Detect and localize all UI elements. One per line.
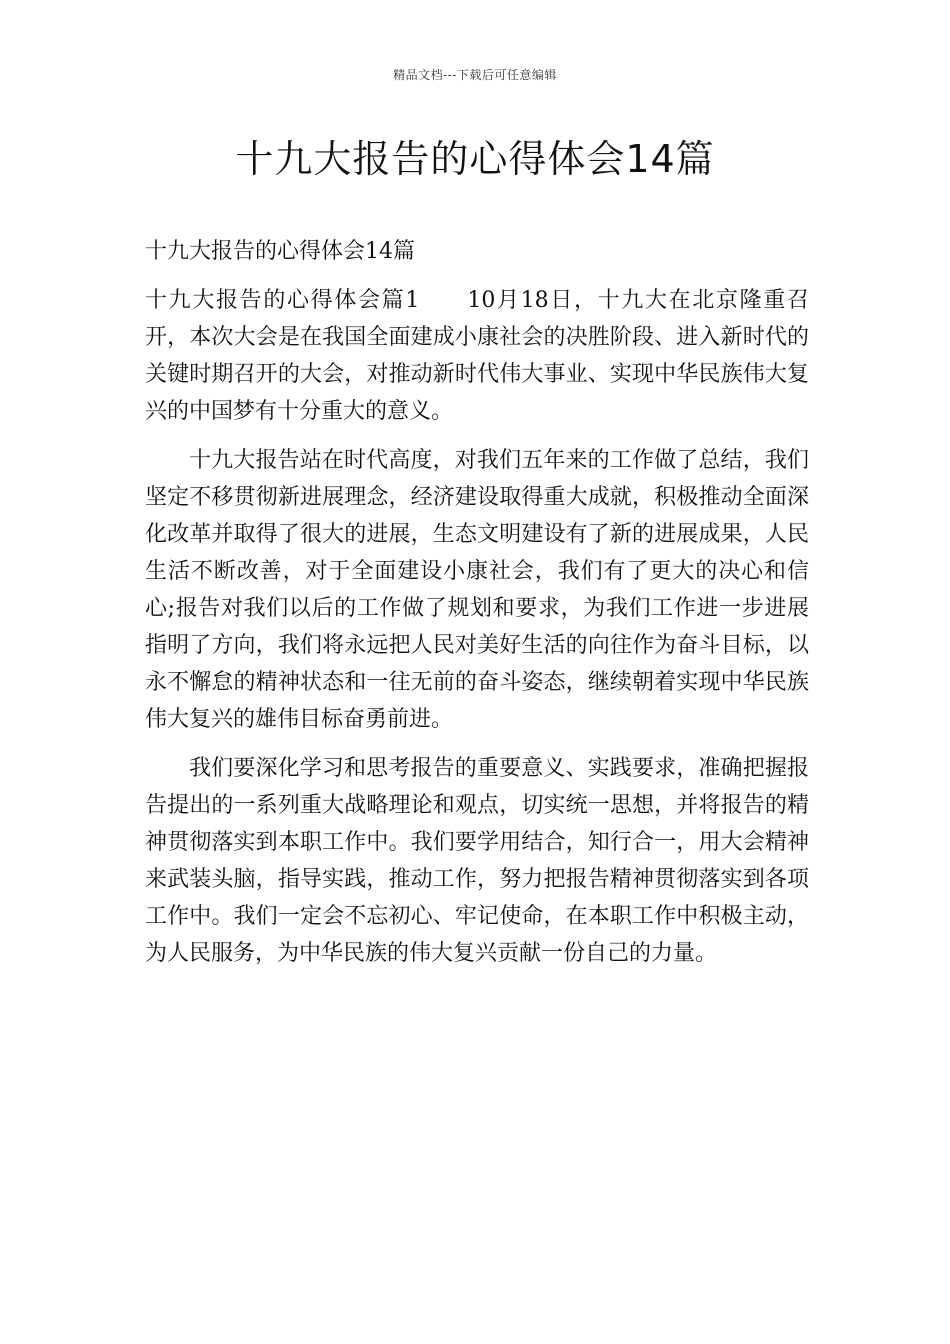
- paragraph-2: 十九大报告站在时代高度，对我们五年来的工作做了总结，我们坚定不移贯彻新进展理念，经济建设取得重大成就，积极推动全面深化改革并取得了很大的进展，生态文明建设有了新的进展成果，人民生活不断改善，对于全面建设小康社会，我们有了更大的决心和信心;报告对我们以后的工作做了规划和要求，为我们工作进一步进展指明了方向，我们将永远把人民对美好生活的向往作为奋斗目标，以永不懈怠的精神状态和一往无前的奋斗姿态，继续朝着实现中华民族伟大复兴的雄伟目标奋勇前进。: [145, 448, 809, 732]
- section-lead: 十九大报告的心得体会篇1: [145, 288, 420, 313]
- paragraph-3: 我们要深化学习和思考报告的重要意义、实践要求，准确把握报告提出的一系列重大战略理论和观点，切实统一思想，并将报告的精神贯彻落实到本职工作中。我们要学用结合，知行合一，用大会精神来武装头脑，指导实践，推动工作，努力把报告精神贯彻落实到各项工作中。我们一定会不忘初心、牢记使命，在本职工作中积极主动，为人民服务，为中华民族的伟大复兴贡献一份自己的力量。: [145, 756, 809, 966]
- document-body: [145, 233, 809, 984]
- header-note: 精品文档---下载后可任意编辑: [393, 68, 557, 82]
- paragraph-1: [145, 282, 809, 430]
- document-subtitle: 十九大报告的心得体会14篇: [145, 239, 415, 264]
- paragraph-1-text: 10月18日，十九大在北京隆重召开，本次大会是在我国全面建成小康社会的决胜阶段、进入新时代的关键时期召开的大会，对推动新时代伟大事业、实现中华民族伟大复兴的中国梦有十分重大的意义。: [145, 288, 809, 424]
- document-title: 十九大报告的心得体会14篇: [235, 137, 715, 181]
